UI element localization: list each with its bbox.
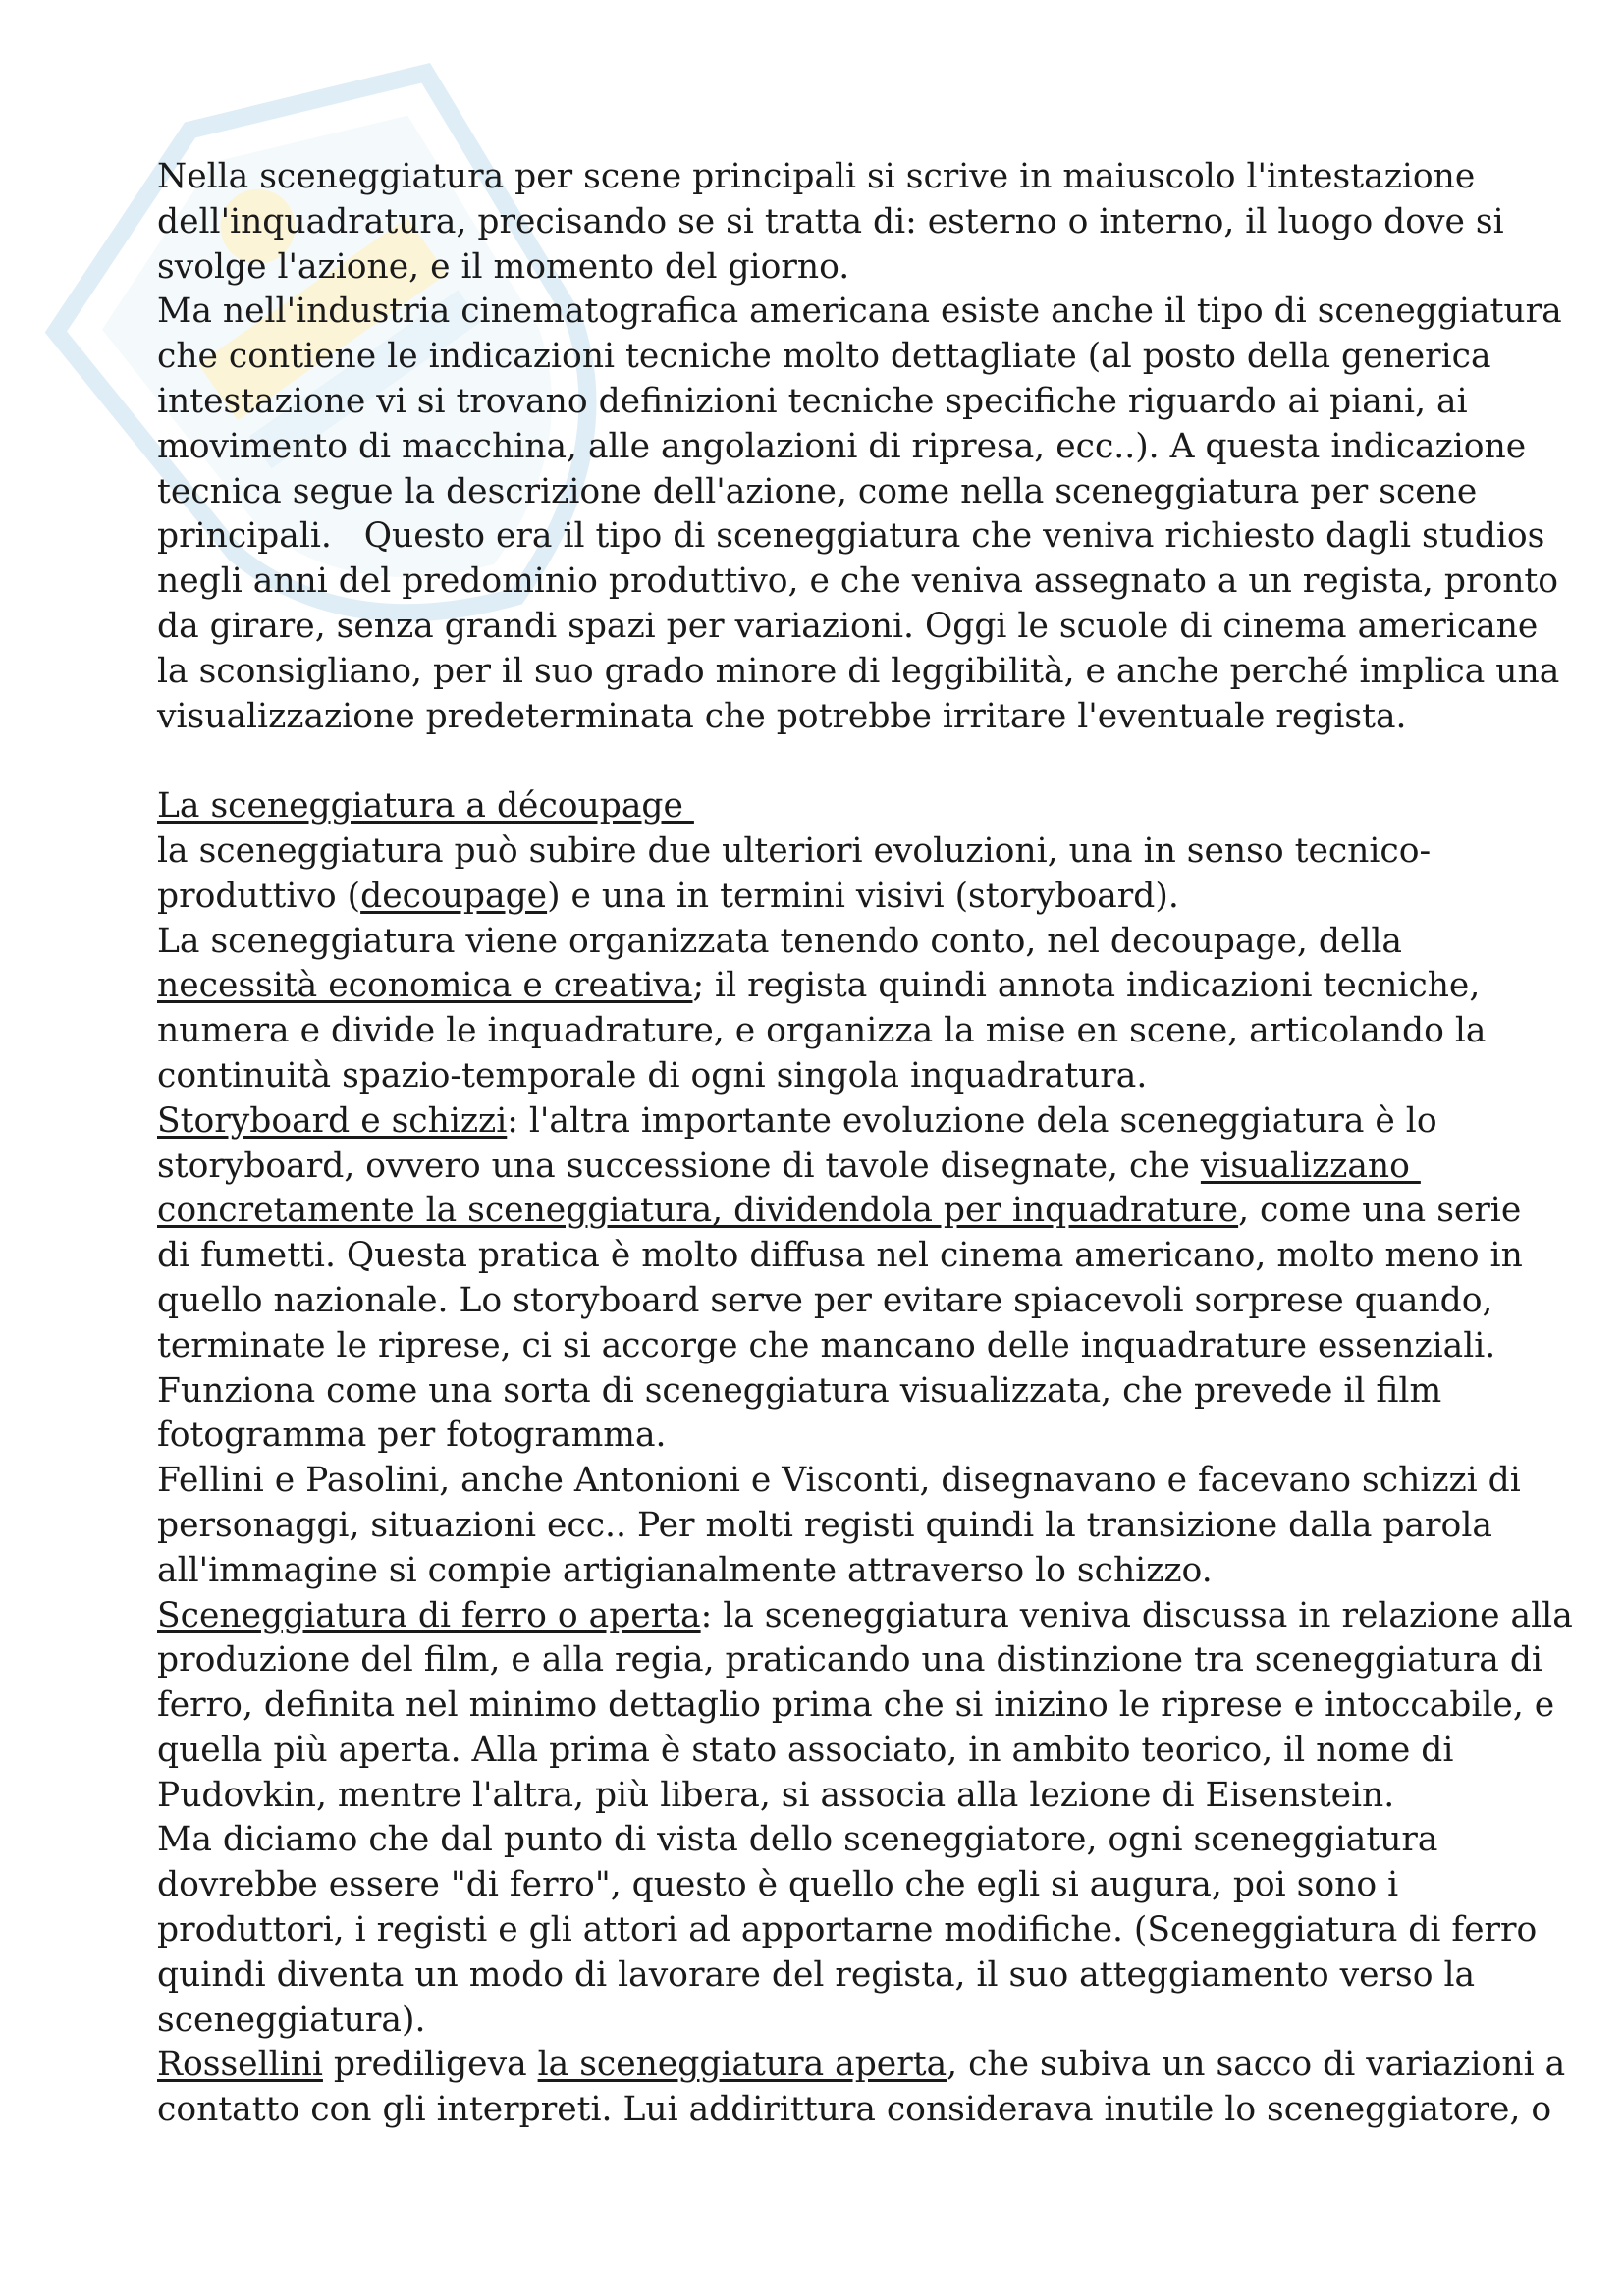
text-line: terminate le riprese, ci si accorge che mancano delle inquadrature essenziali.: [157, 1325, 1496, 1365]
text-line: [157, 1145, 1492, 1190]
section-title-text: La sceneggiatura a découpage: [157, 786, 694, 827]
paragraph-1: [157, 155, 1562, 739]
text-line: tecnica segue la descrizione dell'azione, come nella sceneggiatura per scene: [157, 471, 1478, 511]
paragraph-ferro: [157, 1594, 1573, 2044]
text-line: contatto con gli interpreti. Lui addirittura considerava inutile lo sceneggiatore, o: [157, 2090, 1552, 2130]
text-line: La sceneggiatura viene organizzata tenendo conto, nel decoupage, della: [157, 921, 1402, 961]
section-title: [157, 784, 1492, 829]
text-line: quello nazionale. Lo storyboard serve per evitare spiacevoli sorprese quando,: [157, 1280, 1493, 1320]
text-line: quella più aperta. Alla prima è stato associato, in ambito teorico, il nome di: [157, 1730, 1454, 1770]
text-line: produzione del film, e alla regia, praticando una distinzione tra sceneggiatura di: [157, 1640, 1542, 1681]
text-run: produttivo (: [157, 876, 361, 916]
text-line: da girare, senza grandi spazi per variazioni. Oggi le scuole di cinema americane: [157, 606, 1539, 646]
text-line: principali. Questo era il tipo di sceneggiatura che veniva richiesto dagli studios: [157, 516, 1545, 557]
text-line: [157, 1099, 1492, 1145]
paragraph-rossellini: [157, 2043, 1566, 2133]
text-line: la sceneggiatura può subire due ulteriori evoluzioni, una in senso tecnico-: [157, 830, 1432, 871]
text-line: Funziona come una sorta di sceneggiatura visualizzata, che prevede il film: [157, 1370, 1442, 1411]
text-run: , che subiva un sacco di variazioni a: [947, 2045, 1566, 2085]
text-line: Fellini e Pasolini, anche Antonioni e Visconti, disegnavano e facevano schizzi di: [157, 1461, 1521, 1501]
text-line: che contiene le indicazioni tecniche molto dettagliate (al posto della generica: [157, 337, 1491, 377]
text-line: intestazione vi si trovano definizioni tecniche specifiche riguardo ai piani, ai: [157, 381, 1468, 421]
text-line: Nella sceneggiatura per scene principali si scrive in maiuscolo l'intestazione: [157, 157, 1476, 196]
text-line: numera e divide le inquadrature, e organizza la mise en scene, articolando la: [157, 1011, 1487, 1051]
underlined-term: necessità economica e creativa: [157, 966, 693, 1006]
underlined-term: Rossellini: [157, 2045, 323, 2085]
underlined-term: decoupage: [360, 876, 548, 916]
underlined-term: concretamente la sceneggiatura, dividendola per inquadrature: [157, 1191, 1239, 1231]
text-line: dovrebbe essere "di ferro", questo è quello che egli si augura, poi sono i: [157, 1865, 1399, 1905]
underlined-term: Sceneggiatura di ferro o aperta: [157, 1595, 701, 1635]
paragraph-decoupage: [157, 829, 1492, 1099]
document-body: [157, 155, 1573, 2133]
blank-line: [157, 739, 1492, 784]
text-line: [157, 1189, 1522, 1234]
text-line: [157, 1594, 1573, 1639]
underlined-term: visualizzano: [1200, 1146, 1421, 1186]
text-line: Ma diciamo che dal punto di vista dello sceneggiatore, ogni sceneggiatura: [157, 1820, 1438, 1860]
text-line: Pudovkin, mentre l'altra, più libera, si associa alla lezione di Eisenstein.: [157, 1775, 1395, 1815]
text-run: : la sceneggiatura veniva discussa in relazione alla: [700, 1595, 1573, 1635]
text-line: all'immagine si compie artigianalmente attraverso lo schizzo.: [157, 1550, 1213, 1590]
underlined-term: Storyboard e schizzi: [157, 1100, 508, 1141]
text-run: prediligeva: [322, 2045, 538, 2085]
text-run: ; il regista quindi annota indicazioni tecniche,: [692, 966, 1481, 1006]
text-line: Ma nell'industria cinematografica americana esiste anche il tipo di sceneggiatura: [157, 292, 1562, 332]
text-line: movimento di macchina, alle angolazioni di ripresa, ecc..). A questa indicazione: [157, 426, 1527, 466]
text-line: svolge l'azione, e il momento del giorno.: [157, 246, 850, 287]
text-line: continuità spazio-temporale di ogni singola inquadratura.: [157, 1055, 1148, 1095]
paragraph-storyboard: [157, 1099, 1523, 1594]
text-run: ) e una in termini visivi (storyboard).: [547, 876, 1179, 916]
text-line: la sconsigliano, per il suo grado minore di leggibilità, e anche perché implica una: [157, 651, 1560, 691]
text-line: [157, 875, 1492, 920]
text-line: negli anni del predominio produttivo, e che veniva assegnato a un regista, pronto: [157, 561, 1559, 602]
text-line: produttori, i registi e gli attori ad apportarne modifiche. (Sceneggiatura di ferro: [157, 1910, 1538, 1950]
text-run: , come una serie: [1238, 1191, 1522, 1231]
text-line: ferro, definita nel minimo dettaglio prima che si inizino le riprese e intoccabile, e: [157, 1685, 1555, 1726]
text-run: storyboard, ovvero una successione di tavole disegnate, che: [157, 1146, 1201, 1186]
text-line: di fumetti. Questa pratica è molto diffusa nel cinema americano, molto meno in: [157, 1236, 1523, 1276]
text-line: quindi diventa un modo di lavorare del regista, il suo atteggiamento verso la: [157, 1954, 1476, 1995]
text-line: visualizzazione predeterminata che potrebbe irritare l'eventuale regista.: [157, 696, 1407, 736]
text-line: personaggi, situazioni ecc.. Per molti registi quindi la transizione dalla parola: [157, 1505, 1492, 1545]
underlined-term: la sceneggiatura aperta: [537, 2045, 947, 2085]
text-line: [157, 2043, 1566, 2088]
text-line: fotogramma per fotogramma.: [157, 1415, 667, 1456]
text-run: : l'altra importante evoluzione dela sceneggiatura è lo: [507, 1100, 1437, 1141]
text-line: [157, 964, 1492, 1009]
text-line: dell'inquadratura, precisando se si tratta di: esterno o interno, il luogo dove si: [157, 201, 1504, 241]
text-line: sceneggiatura).: [157, 2000, 426, 2040]
